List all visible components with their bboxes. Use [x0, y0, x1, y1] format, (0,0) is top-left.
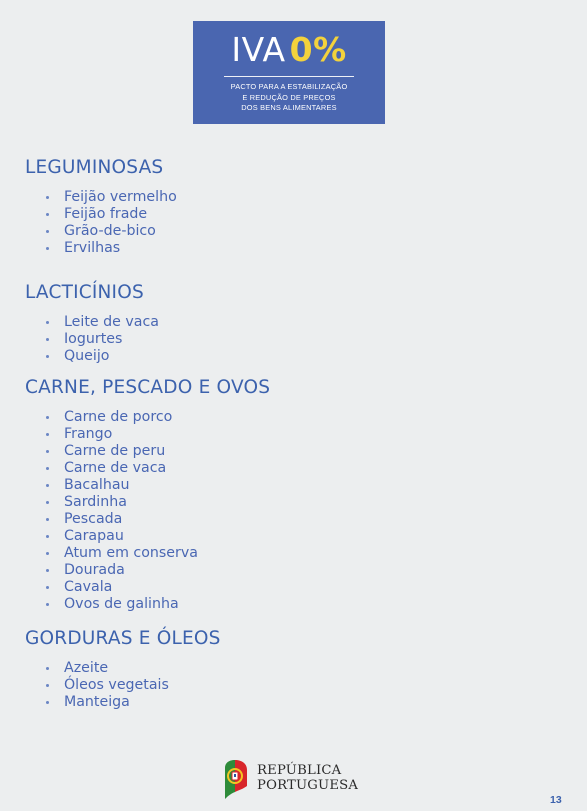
bullet-icon [46, 467, 49, 470]
bullet-icon [46, 416, 49, 419]
item-list [45, 189, 177, 257]
list-item [45, 314, 159, 331]
list-item [45, 545, 198, 562]
bullet-icon [46, 603, 49, 606]
list-item [45, 460, 198, 477]
list-item [45, 677, 169, 694]
list-item-label: Azeite [64, 660, 109, 676]
list-item-label: Iogurtes [64, 331, 123, 347]
list-item-label: Frango [64, 426, 113, 442]
bullet-icon [46, 338, 49, 341]
list-item-label: Grão-de-bico [64, 223, 156, 239]
list-item-label: Ovos de galinha [64, 596, 179, 612]
bullet-icon [46, 213, 49, 216]
list-item [45, 223, 177, 240]
list-item-label: Bacalhau [64, 477, 130, 493]
list-item [45, 409, 198, 426]
list-item-label: Feijão frade [64, 206, 148, 222]
list-item-label: Carapau [64, 528, 124, 544]
bullet-icon [46, 586, 49, 589]
section-heading: GORDURAS E ÓLEOS [25, 628, 221, 649]
list-item [45, 206, 177, 223]
bullet-icon [46, 450, 49, 453]
section-heading: CARNE, PESCADO E OVOS [25, 377, 271, 398]
bullet-icon [46, 569, 49, 572]
list-item [45, 562, 198, 579]
list-item-label: Leite de vaca [64, 314, 159, 330]
list-item [45, 494, 198, 511]
list-item [45, 694, 169, 711]
section-lacticinios [25, 282, 545, 364]
bullet-icon [46, 196, 49, 199]
list-item-label: Queijo [64, 348, 110, 364]
banner-title [193, 31, 385, 69]
list-item-label: Carne de peru [64, 443, 166, 459]
logo-text [257, 763, 358, 793]
page-number: 13 [550, 794, 562, 806]
banner-subtitle-line: DOS BENS ALIMENTARES [241, 103, 337, 112]
iva-banner [193, 21, 385, 124]
list-item-label: Atum em conserva [64, 545, 198, 561]
bullet-icon [46, 247, 49, 250]
list-item [45, 660, 169, 677]
item-list [45, 409, 198, 613]
list-item-label: Pescada [64, 511, 123, 527]
bullet-icon [46, 684, 49, 687]
list-item-label: Feijão vermelho [64, 189, 177, 205]
logo-line: PORTUGUESA [257, 778, 359, 793]
banner-subtitle-line: PACTO PARA A ESTABILIZAÇÃO [230, 82, 348, 91]
banner-subtitle [193, 82, 385, 114]
list-item [45, 240, 177, 257]
list-item-label: Óleos vegetais [64, 677, 169, 693]
bullet-icon [46, 535, 49, 538]
list-item [45, 348, 159, 365]
list-item [45, 596, 198, 613]
banner-title-main: IVA [231, 30, 286, 69]
list-item-label: Cavala [64, 579, 113, 595]
bullet-icon [46, 321, 49, 324]
bullet-icon [46, 355, 49, 358]
list-item-label: Ervilhas [64, 240, 121, 256]
portuguese-flag-emblem-icon [221, 758, 251, 800]
list-item [45, 528, 198, 545]
banner-divider [224, 76, 354, 77]
list-item-label: Sardinha [64, 494, 127, 510]
section-gorduras-oleos [25, 628, 545, 710]
section-heading: LACTICÍNIOS [25, 282, 144, 303]
banner-subtitle-line: E REDUÇÃO DE PREÇOS [242, 92, 336, 102]
bullet-icon [46, 433, 49, 436]
logo-line: REPÚBLICA [257, 763, 342, 778]
bullet-icon [46, 701, 49, 704]
bullet-icon [46, 230, 49, 233]
bullet-icon [46, 552, 49, 555]
bullet-icon [46, 484, 49, 487]
list-item [45, 189, 177, 206]
item-list [45, 660, 169, 711]
list-item [45, 511, 198, 528]
list-item-label: Carne de porco [64, 409, 173, 425]
list-item [45, 443, 198, 460]
list-item [45, 426, 198, 443]
list-item [45, 477, 198, 494]
list-item-label: Carne de vaca [64, 460, 167, 476]
section-leguminosas [25, 157, 545, 256]
bullet-icon [46, 667, 49, 670]
section-carne-pescado-ovos [25, 377, 545, 612]
bullet-icon [46, 501, 49, 504]
list-item-label: Manteiga [64, 694, 130, 710]
banner-title-rate: 0% [289, 30, 347, 69]
item-list [45, 314, 159, 365]
bullet-icon [46, 518, 49, 521]
list-item [45, 579, 198, 596]
section-heading: LEGUMINOSAS [25, 157, 164, 178]
list-item [45, 331, 159, 348]
list-item-label: Dourada [64, 562, 125, 578]
